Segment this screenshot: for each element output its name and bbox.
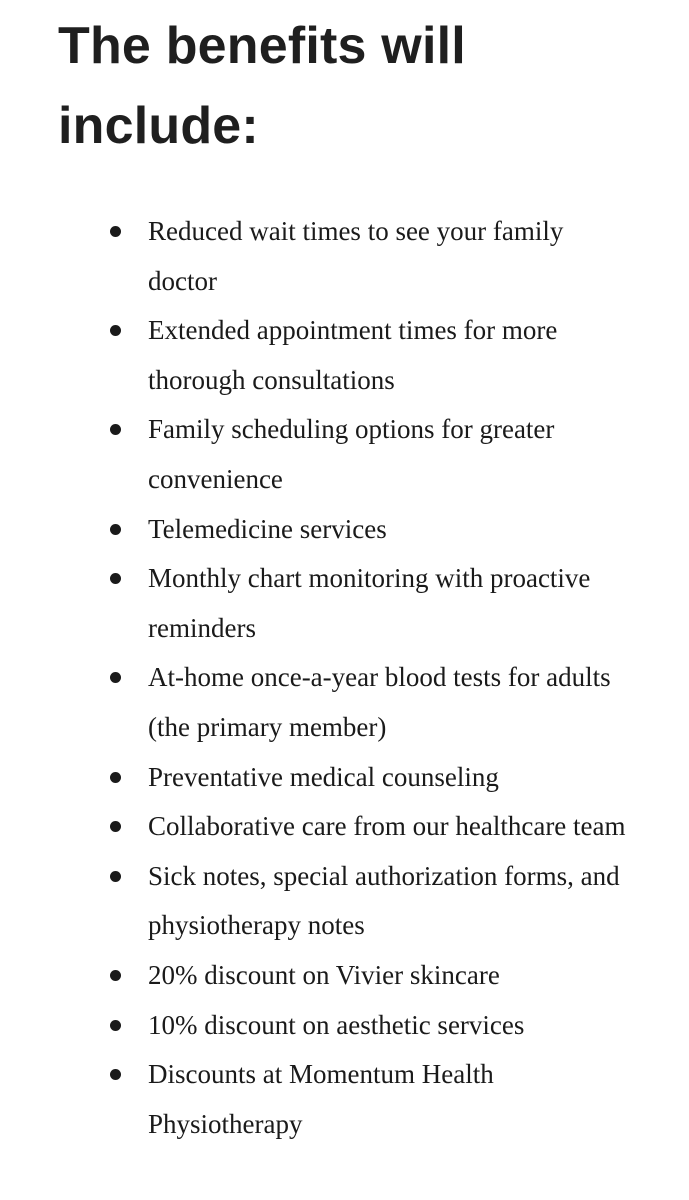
- bullet-icon: [110, 1069, 121, 1080]
- list-item-text: Discounts at Momentum Health Physiotherapy: [148, 1059, 494, 1139]
- list-item: [0, 653, 638, 752]
- list-item-text: 20% discount on Vivier skincare: [148, 959, 500, 990]
- bullet-icon: [110, 970, 121, 981]
- bullet-icon: [110, 871, 121, 882]
- list-item: [0, 951, 638, 1001]
- list-item-text: Reduced wait times to see your family doctor: [148, 216, 564, 296]
- bullet-icon: [110, 821, 121, 832]
- page-title-line-2: include:: [58, 97, 259, 155]
- list-item: [0, 405, 638, 504]
- list-item: [0, 306, 638, 405]
- bullet-icon: [110, 325, 121, 336]
- list-item: [0, 852, 638, 951]
- page-title-line-1: The benefits will: [58, 17, 466, 75]
- list-item: [0, 1050, 638, 1149]
- list-item-text: Preventative medical counseling: [148, 761, 499, 792]
- list-item-text: 10% discount on aesthetic services: [148, 1009, 525, 1040]
- list-item: [0, 1001, 638, 1051]
- bullet-icon: [110, 226, 121, 237]
- page-title: [58, 6, 658, 166]
- list-item: [0, 207, 638, 306]
- bullet-icon: [110, 1020, 121, 1031]
- list-item: [0, 802, 638, 852]
- list-item-text: Family scheduling options for greater convenience: [148, 414, 555, 494]
- list-item: [0, 505, 638, 555]
- bullet-icon: [110, 573, 121, 584]
- list-item-text: At-home once-a-year blood tests for adults (the primary member): [148, 662, 611, 742]
- list-item: [0, 753, 638, 803]
- list-item: [0, 554, 638, 653]
- bullet-icon: [110, 524, 121, 535]
- bullet-icon: [110, 672, 121, 683]
- list-item-text: Telemedicine services: [148, 513, 387, 544]
- list-item-text: Extended appointment times for more thorough consultations: [148, 315, 558, 395]
- bullet-icon: [110, 772, 121, 783]
- list-item-text: Collaborative care from our healthcare team: [148, 811, 626, 842]
- bullet-icon: [110, 424, 121, 435]
- benefits-list: [0, 207, 689, 1149]
- list-item-text: Sick notes, special authorization forms, and physiotherapy notes: [148, 860, 620, 941]
- list-item-text: Monthly chart monitoring with proactive reminders: [148, 563, 591, 643]
